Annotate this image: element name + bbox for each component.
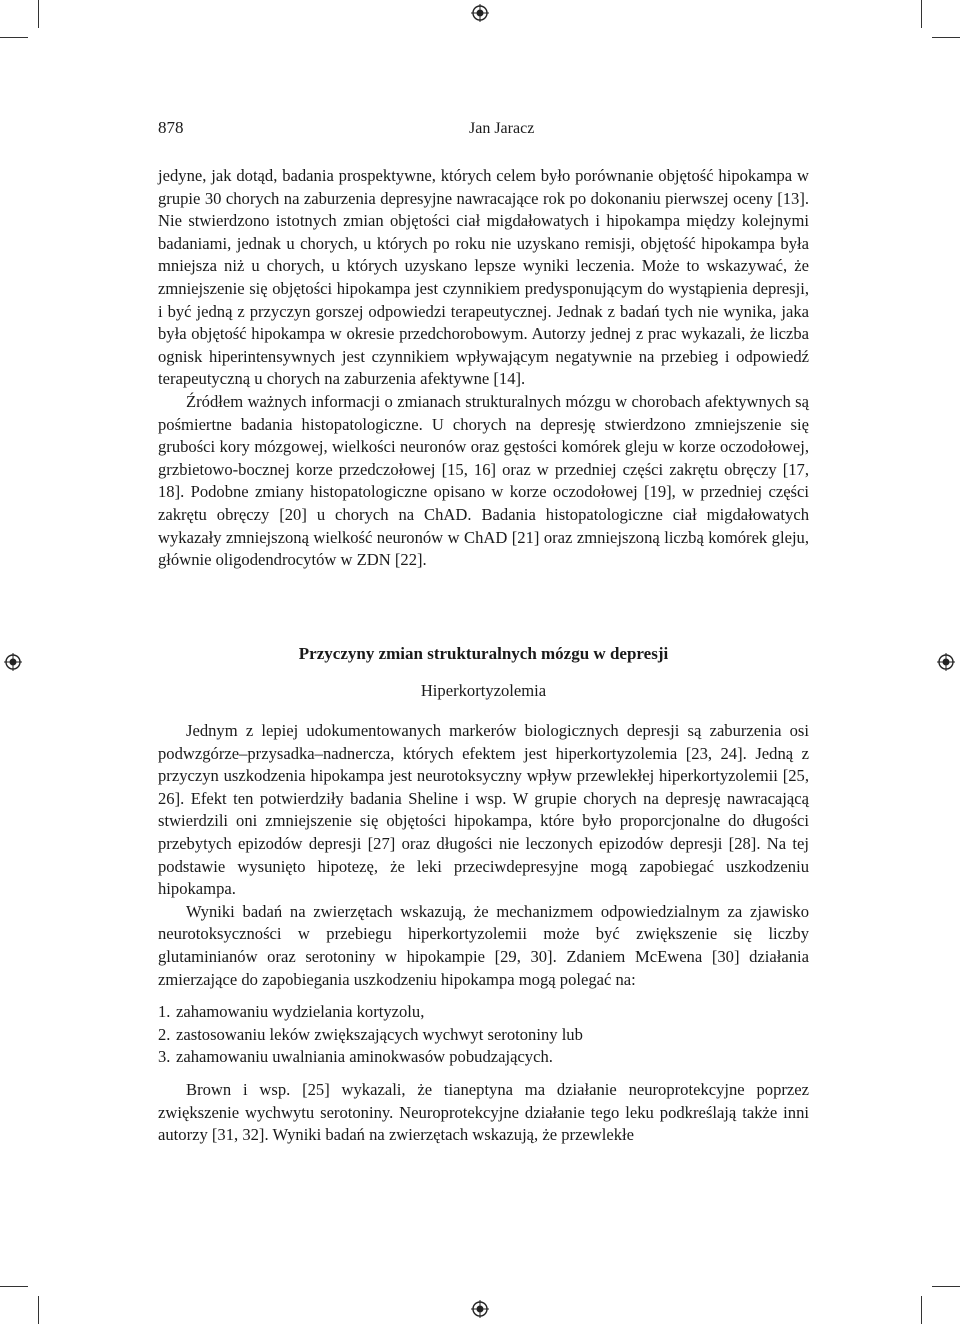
registration-mark-icon	[937, 653, 955, 671]
crop-mark-top-left-horizontal	[0, 37, 28, 38]
page-number: 878	[158, 118, 184, 137]
registration-mark-icon	[471, 4, 489, 22]
paragraph: Wyniki badań na zwierzętach wskazują, że mechanizmem odpowiedzialnym za zjawisko neurotoksyczności w przebiegu hiperkortyzolemii może być zwiększenie się liczby glutaminianów oraz serotoniny w hipokampie [29, 30]. Zdaniem McEwena [30] działania zmierzające do zapobiegania uszkodzeniu hipokampa mogą polegać na:	[158, 901, 809, 989]
list-item	[158, 1001, 809, 1024]
list-number: 3.	[158, 1047, 171, 1067]
crop-mark-top-right-horizontal	[932, 37, 960, 38]
list-item-text: zastosowaniu leków zwiększających wychwyt serotoniny lub	[176, 1024, 583, 1044]
list-item-text: zahamowaniu wydzielania kortyzolu,	[176, 1002, 425, 1022]
paragraph: jedyne, jak dotąd, badania prospektywne, których celem było porównanie objętość hipokampa w grupie 30 chorych na zaburzenia depresyjne nawracające rok po dokonaniu pierwszej oceny [13]. Nie stwierdzono istotnych zmian objętości ciał migdałowatych i hipokampa między kolejnymi badaniami, jednak u chorych, u których po roku nie uzyskano remisji, objętość hipokampa była mniejsza niż u chorych, u których uzyskano lepsze wyniki leczenia. Może to wskazywać, że zmniejszenie się objętości hipokampa jest czynnikiem predysponującym do wystąpienia depresji, i być jedną z przyczyn gorszej odpowiedzi terapeutycznej. Jednak z badań tych nie wynika, jaka była objętość hipokampa w okresie przedchorobowym. Autorzy jednej z prac wykazali, że liczba ognisk hiperintensywnych jest czynnikiem wpływającym negatywnie na przebieg i odpowiedź terapeutyczną u chorych na zaburzenia afektywne [14].	[158, 166, 809, 389]
list-number: 2.	[158, 1024, 171, 1044]
paragraph: Jednym z lepiej udokumentowanych markerów biologicznych depresji są zaburzenia osi podwzgórze–przysadka–nadnercza, których efektem jest hiperkortyzolemia [23, 24]. Jedną z przyczyn uszkodzenia hipokampa jest neurotoksyczny wpływ przewlekłej hiperkortyzolemii [25, 26]. Efekt ten potwierdziły badania Sheline i wsp. W grupie chorych na depresję nawracającą stwierdzili oni zmniejszenie się objętości hipokampa, które było proporcjonalne do długości przebytych epizodów depresji [27] oraz długości nie leczonych epizodów depresji [28]. Na tej podstawie wysunięto hipotezę, że leki przeciwdepresyjne mogą zapobiegać uszkodzeniu hipokampa.	[158, 721, 809, 899]
running-head-author: Jan Jaracz	[469, 120, 535, 137]
crop-mark-bottom-left-horizontal	[0, 1286, 28, 1287]
list-item	[158, 1024, 809, 1047]
crop-mark-bottom-left-vertical	[38, 1296, 39, 1324]
registration-mark-icon	[4, 653, 22, 671]
crop-mark-bottom-right-vertical	[921, 1296, 922, 1324]
body-text-block	[158, 720, 809, 1147]
crop-mark-top-right-vertical	[921, 0, 922, 28]
numbered-list	[158, 1001, 809, 1069]
body-text-block	[158, 165, 809, 572]
paragraph: Źródłem ważnych informacji o zmianach strukturalnych mózgu w chorobach afektywnych są pośmiertne badania histopatologiczne. U chorych na depresję stwierdzono zmniejszenie się grubości kory mózgowej, wielkości neuronów oraz gęstości komórek gleju w korze oczodołowej, grzbietowo-bocznej korze przedczołowej [15, 16] oraz w przedniej części zakrętu obręczy [17, 18]. Podobne zmiany histopatologiczne opisano w korze oczodołowej [19], w przedniej części zakrętu obręczy [20] u chorych na ChAD. Badania histopatologiczne ciał migdałowatych wykazały zmniejszoną wielkość neuronów w ChAD [21] oraz zmniejszoną liczbą komórek gleju, głównie oligodendrocytów w ZDN [22].	[158, 391, 809, 570]
list-item	[158, 1046, 809, 1069]
crop-mark-top-left-vertical	[38, 0, 39, 28]
subsection-heading: Hiperkortyzolemia	[420, 681, 547, 700]
paragraph: Brown i wsp. [25] wykazali, że tianeptyna ma działanie neuroprotekcyjne poprzez zwiększenie wychwytu serotoniny. Neuroprotekcyjne działanie tego leku podkreślają także inni autorzy [31, 32]. Wyniki badań na zwierzętach wskazują, że przewlekłe	[158, 1079, 809, 1145]
registration-mark-icon	[471, 1300, 489, 1318]
crop-mark-bottom-right-horizontal	[932, 1286, 960, 1287]
list-number: 1.	[158, 1002, 171, 1022]
list-item-text: zahamowaniu uwalniania aminokwasów pobudzających.	[176, 1047, 553, 1067]
section-heading: Przyczyny zmian strukturalnych mózgu w depresji	[298, 644, 669, 663]
